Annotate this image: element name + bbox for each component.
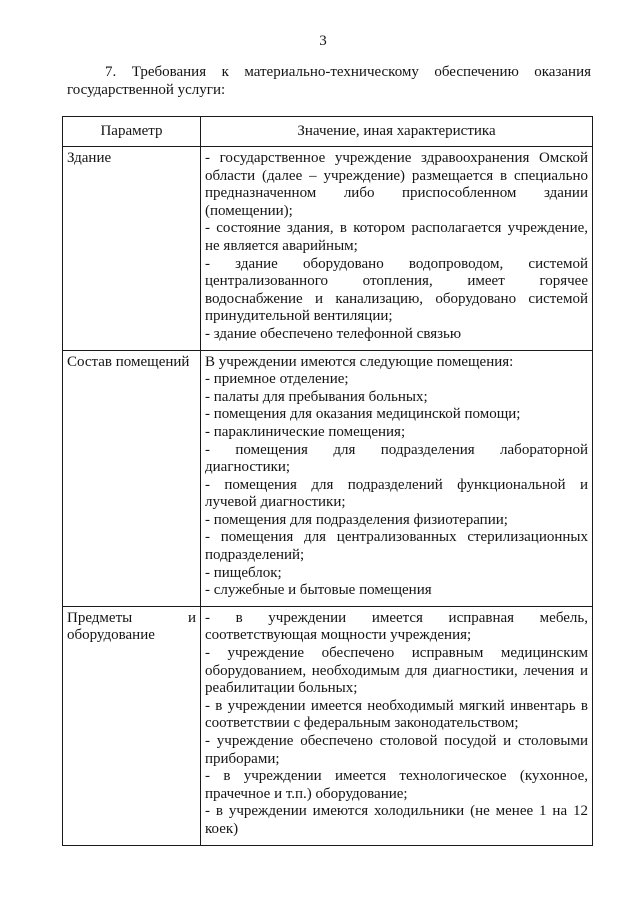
list-item: - помещения для централизованных стерилизационных подразделений; [205, 529, 588, 564]
list-item: - здание обеспечено телефонной связью [205, 325, 462, 342]
list-item: - в учреждении имеются холодильники (не менее 1 на 12 коек) [205, 803, 588, 837]
list-item: - приемное отделение; [205, 371, 349, 388]
list-item: - помещения для подразделений функциональной и лучевой диагностики; [205, 476, 588, 511]
value-cell [201, 350, 593, 606]
parameter-name: Состав помещений [67, 353, 190, 370]
list-item: - здание оборудовано водопроводом, системой централизованного отопления, имеет горячее водоснабжение и канализацию, оборудовано системой принудительной вентиляции; [205, 255, 588, 325]
header-parameter: Параметр [63, 117, 201, 147]
parameter-name: Здание [67, 150, 112, 166]
header-value: Значение, иная характеристика [201, 117, 593, 147]
list-item: - служебные и бытовые помещения [205, 582, 432, 599]
list-item: - помещения для подразделения лабораторной диагностики; [205, 441, 588, 476]
list-item: - пищеблок; [205, 564, 282, 581]
list-item: - помещения для подразделения физиотерапии; [205, 511, 508, 528]
value-cell [201, 147, 593, 351]
list-item: - учреждение обеспечено исправным медицинским оборудованием, необходимым для диагностики, лечения и реабилитации больных; [205, 645, 588, 697]
list-item: - помещения для оказания медицинской помощи; [205, 406, 521, 423]
list-item: - состояние здания, в котором располагается учреждение, не является аварийным; [205, 220, 588, 254]
value-cell [201, 606, 593, 845]
table-row [63, 606, 593, 845]
list-item: - палаты для пребывания больных; [205, 388, 428, 405]
table-row [63, 147, 593, 351]
list-item: - учреждение обеспечено столовой посудой и столовыми приборами; [205, 733, 588, 767]
list-item: - в учреждении имеется необходимый мягкий инвентарь в соответствии с федеральным законодательством; [205, 697, 588, 732]
table-header-row [63, 117, 593, 147]
table-row [63, 350, 593, 606]
list-item: - в учреждении имеется технологическое (кухонное, прачечное и т.п.) оборудование; [205, 768, 588, 802]
list-item: - в учреждении имеется исправная мебель, соответствующая мощности учреждения; [205, 609, 588, 644]
list-item: - параклинические помещения; [205, 423, 406, 440]
list-item: В учреждении имеются следующие помещения: [205, 353, 514, 370]
parameter-name: Предметы и оборудование [67, 609, 196, 644]
section-heading: 7. Требования к материально-техническому обеспечению оказания государственной услуги: [67, 64, 591, 98]
list-item: - государственное учреждение здравоохранения Омской области (далее – учреждение) размещается в специально предназначенном либо приспособленном здании (помещении); [205, 150, 588, 219]
requirements-table [62, 116, 593, 846]
parameter-cell [63, 147, 201, 351]
parameter-cell [63, 606, 201, 845]
parameter-cell [63, 350, 201, 606]
page-number: 3 [319, 33, 327, 49]
